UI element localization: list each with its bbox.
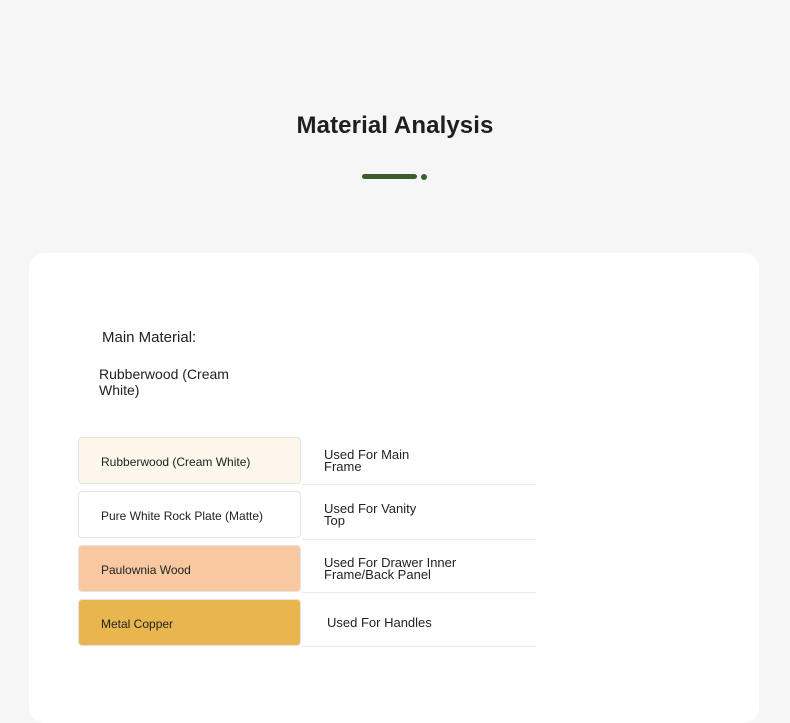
underline-bar <box>362 174 417 179</box>
material-swatch <box>78 491 301 538</box>
material-card <box>29 253 759 723</box>
main-material-label: Main Material: <box>102 329 197 346</box>
material-usage: Used For Vanity Top <box>324 501 417 528</box>
material-usage: Used For Handles <box>327 614 432 630</box>
material-name: Rubberwood (Cream White) <box>101 454 251 469</box>
material-swatch <box>78 599 301 646</box>
material-usage-cell <box>302 437 536 485</box>
page-title: Material Analysis <box>296 112 494 139</box>
material-usage: Used For Main Frame <box>324 446 410 474</box>
material-usage-cell <box>302 599 536 647</box>
underline-dot <box>421 174 427 180</box>
material-usage: Used For Drawer Inner Frame/Back Panel <box>324 554 457 582</box>
material-usage-cell <box>302 545 536 593</box>
material-swatch <box>78 437 301 484</box>
material-swatch <box>78 545 301 592</box>
material-usage-cell <box>302 491 536 540</box>
main-material-value: Rubberwood (Cream White) <box>99 366 229 398</box>
title-underline <box>362 174 432 180</box>
page-header <box>0 100 790 152</box>
material-name: Paulownia Wood <box>101 562 191 577</box>
material-name: Metal Copper <box>101 616 174 631</box>
material-name: Pure White Rock Plate (Matte) <box>101 508 264 523</box>
